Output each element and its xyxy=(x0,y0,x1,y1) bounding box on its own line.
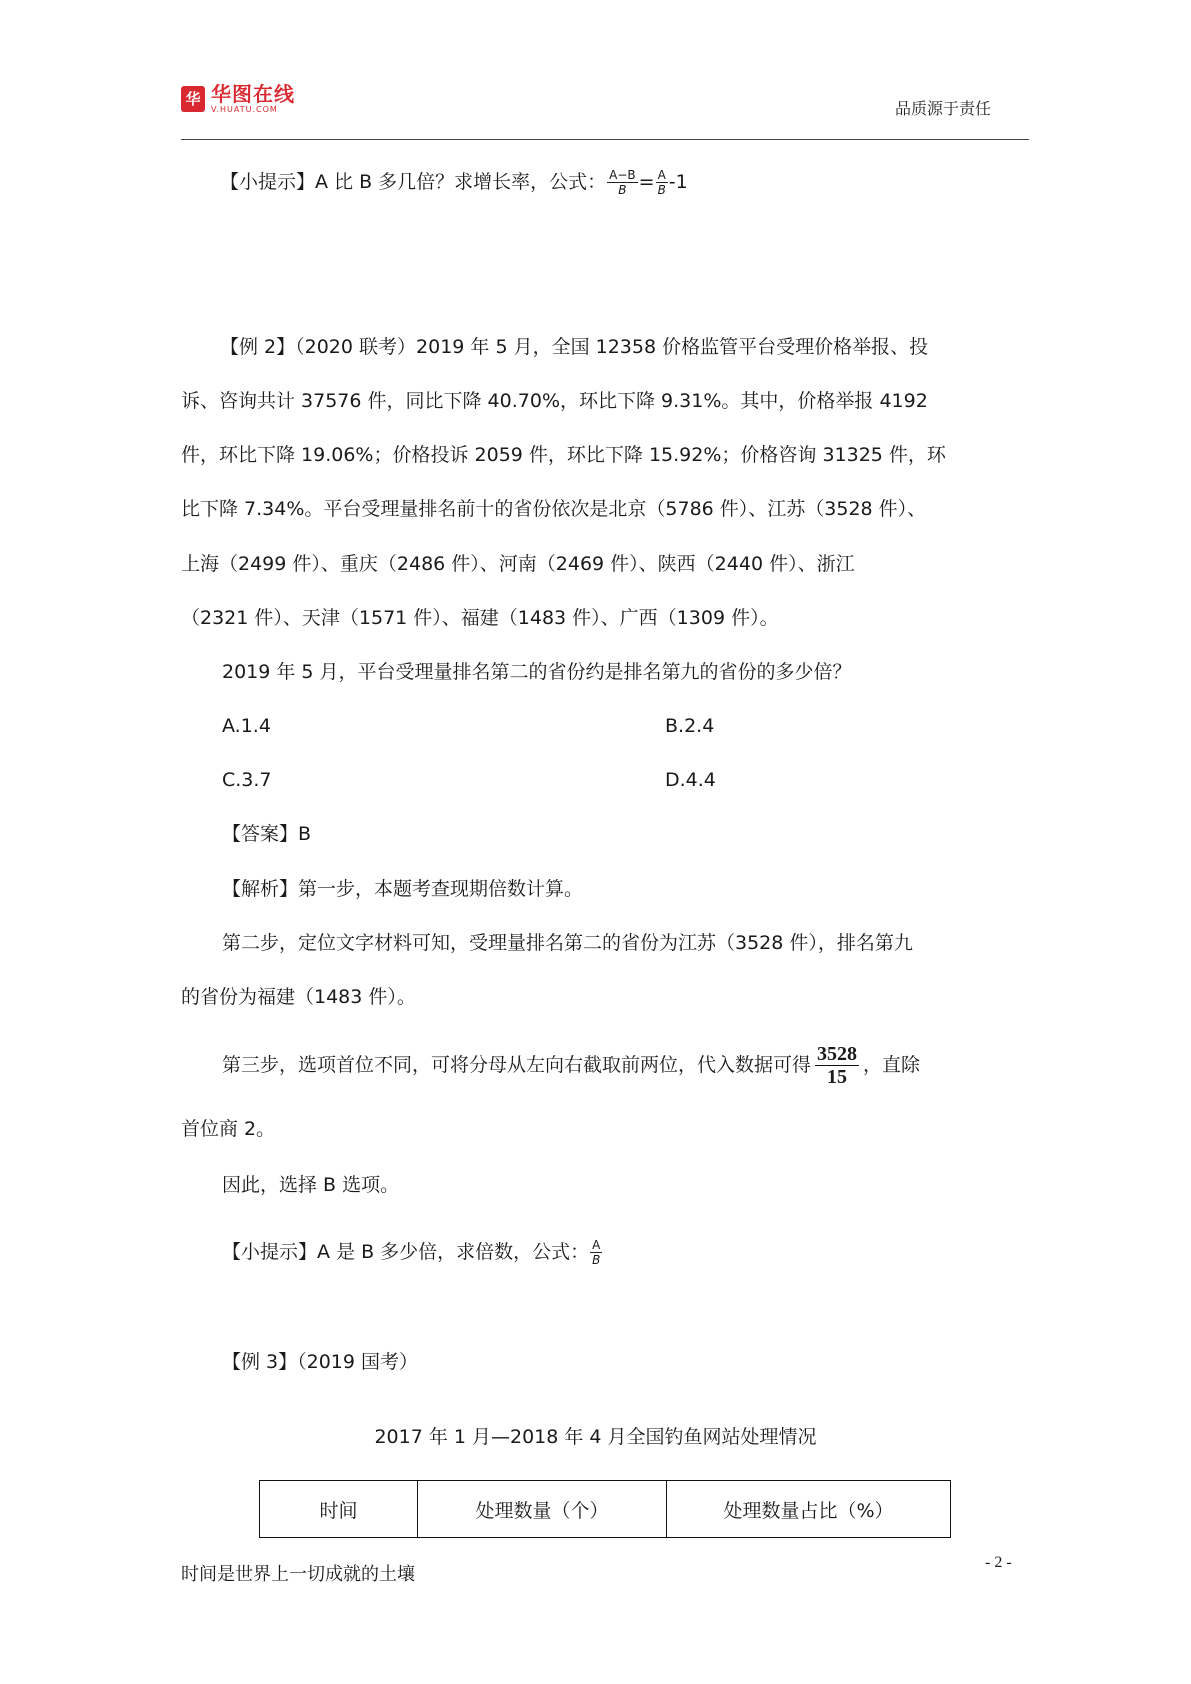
fraction-numerator: 3528 xyxy=(817,1043,858,1065)
conclusion-text: 因此，选择 B 选项。 xyxy=(222,1174,400,1196)
fraction-numerator: A xyxy=(657,168,666,182)
fraction-denominator: B xyxy=(657,183,666,197)
footer-motto: 时间是世界上一切成就的土壤 xyxy=(181,1564,415,1585)
fraction-numerator: A−B xyxy=(609,168,636,182)
formula-tail: -1 xyxy=(668,171,688,193)
logo-mark-icon: 华 xyxy=(181,86,205,112)
formula-equals: = xyxy=(638,171,655,193)
example2-line-1: 【例 2】（2020 联考）2019 年 5 月，全国 12358 价格监管平台受理价格举报、投 xyxy=(220,336,929,358)
tip-growth-rate xyxy=(220,168,688,197)
calc-fraction xyxy=(815,1043,859,1088)
option-d: D.4.4 xyxy=(665,769,716,791)
logo-name: 华图在线 xyxy=(211,82,295,106)
tip-multiple xyxy=(222,1238,603,1267)
example2-line-4: 比下降 7.34%。平台受理量排名前十的省份依次是北京（5786 件）、江苏（3528 件）、 xyxy=(181,498,927,520)
option-a: A.1.4 xyxy=(222,715,271,737)
analysis-step-3-tail: ，直除 xyxy=(863,1054,921,1076)
column-header-share: 处理数量占比（%） xyxy=(667,1481,951,1538)
example2-line-5: 上海（2499 件）、重庆（2486 件）、河南（2469 件）、陕西（2440 件）、浙江 xyxy=(181,553,855,575)
header-divider xyxy=(181,139,1029,140)
example2-line-6: （2321 件）、天津（1571 件）、福建（1483 件）、广西（1309 件）。 xyxy=(181,607,779,629)
page-number: - 2 - xyxy=(985,1554,1012,1571)
option-b: B.2.4 xyxy=(665,715,715,737)
fraction-denominator: B xyxy=(618,183,627,197)
formula-fraction xyxy=(590,1238,602,1267)
example2-line-3: 件，环比下降 19.06%；价格投诉 2059 件，环比下降 15.92%；价格咨询 31325 件，环 xyxy=(181,444,946,466)
analysis-step-2-line-1: 第二步，定位文字材料可知，受理量排名第二的省份为江苏（3528 件），排名第九 xyxy=(222,932,913,954)
table-title: 2017 年 1 月—2018 年 4 月全国钓鱼网站处理情况 xyxy=(374,1426,817,1448)
logo-url: V.HUATU.COM xyxy=(211,105,278,114)
data-table xyxy=(259,1480,951,1538)
analysis-step-3-line-1 xyxy=(222,1043,920,1088)
header-slogan: 品质源于责任 xyxy=(895,99,992,118)
analysis-step-3-text: 第三步，选项首位不同，可将分母从左向右截取前两位，代入数据可得 xyxy=(222,1054,812,1076)
tip-text: 【小提示】A 比 B 多几倍？求增长率，公式： xyxy=(220,171,607,193)
question-text: 2019 年 5 月，平台受理量排名第二的省份约是排名第九的省份的多少倍？ xyxy=(222,661,852,683)
column-header-time: 时间 xyxy=(260,1481,418,1538)
analysis-step-1: 【解析】第一步，本题考查现期倍数计算。 xyxy=(222,878,584,900)
answer-text: 【答案】B xyxy=(222,823,312,845)
option-c: C.3.7 xyxy=(222,769,272,791)
fraction-numerator: A xyxy=(592,1238,601,1252)
huatu-logo xyxy=(181,83,295,114)
column-header-count: 处理数量（个） xyxy=(418,1481,667,1538)
analysis-step-2-line-2: 的省份为福建（1483 件）。 xyxy=(181,986,416,1008)
tip-text: 【小提示】A 是 B 多少倍，求倍数，公式： xyxy=(222,1241,590,1263)
fraction-denominator: 15 xyxy=(827,1066,848,1088)
analysis-step-3-line-2: 首位商 2。 xyxy=(181,1118,276,1140)
formula-fraction-2 xyxy=(656,168,668,197)
table-header-row xyxy=(260,1481,951,1538)
example3-label: 【例 3】（2019 国考） xyxy=(222,1351,419,1373)
formula-fraction xyxy=(607,168,638,197)
fraction-denominator: B xyxy=(592,1253,601,1267)
example2-line-2: 诉、咨询共计 37576 件，同比下降 40.70%，环比下降 9.31%。其中，价格举报 4192 xyxy=(181,390,928,412)
